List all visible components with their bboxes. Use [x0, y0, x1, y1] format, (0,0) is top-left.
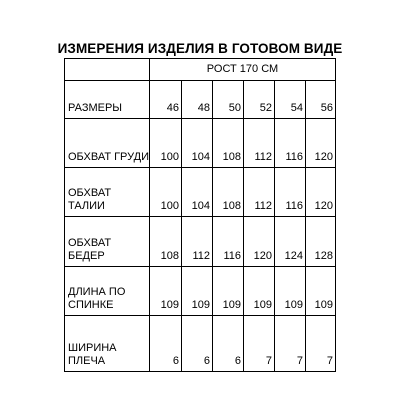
table-cell: 112 — [244, 168, 275, 217]
height-header-cell: РОСТ 170 СМ — [150, 59, 336, 81]
table-row — [65, 267, 336, 316]
table-cell: 112 — [244, 119, 275, 168]
table-cell: 108 — [213, 119, 244, 168]
table-cell: 109 — [182, 267, 213, 316]
table-cell: 46 — [150, 81, 182, 119]
header-empty-cell — [65, 59, 150, 81]
table-cell: 116 — [213, 217, 244, 267]
row-label-text: ШИРИНА ПЛЕЧА — [68, 342, 117, 367]
table-cell: 104 — [182, 168, 213, 217]
table-cell: 50 — [213, 81, 244, 119]
table-cell: 100 — [150, 119, 182, 168]
table-header-row — [65, 59, 336, 81]
table-cell: 109 — [150, 267, 182, 316]
table-cell: 6 — [150, 316, 182, 372]
table-row — [65, 81, 336, 119]
table-row — [65, 217, 336, 267]
table-cell: 112 — [182, 217, 213, 267]
table-cell: 120 — [244, 217, 275, 267]
table-cell: 109 — [306, 267, 336, 316]
table-row — [65, 119, 336, 168]
table-cell: 100 — [150, 168, 182, 217]
row-label-text: ОБХВАТ БЕДЕР — [68, 237, 112, 262]
table-cell: 7 — [275, 316, 306, 372]
row-label — [65, 168, 150, 217]
table-cell: 108 — [213, 168, 244, 217]
row-label-text: ОБХВАТ ГРУДИ — [68, 151, 149, 163]
table-cell: 52 — [244, 81, 275, 119]
table-row — [65, 316, 336, 372]
table-cell: 7 — [306, 316, 336, 372]
table-row — [65, 168, 336, 217]
table-cell: 128 — [306, 217, 336, 267]
row-label-text: ДЛИНА ПО СПИНКЕ — [68, 286, 126, 311]
document-title: ИЗМЕРЕНИЯ ИЗДЕЛИЯ В ГОТОВОМ ВИДЕ — [57, 41, 343, 56]
row-label — [65, 267, 150, 316]
row-label — [65, 119, 150, 168]
table-cell: 6 — [213, 316, 244, 372]
table-cell: 6 — [182, 316, 213, 372]
table-cell: 108 — [150, 217, 182, 267]
row-label — [65, 217, 150, 267]
table-cell: 109 — [275, 267, 306, 316]
table-cell: 120 — [306, 119, 336, 168]
row-label-text: ОБХВАТ ТАЛИИ — [68, 187, 112, 212]
table-cell: 56 — [306, 81, 336, 119]
table-cell: 48 — [182, 81, 213, 119]
table-cell: 116 — [275, 168, 306, 217]
table-cell: 104 — [182, 119, 213, 168]
table-cell: 120 — [306, 168, 336, 217]
table-cell: 54 — [275, 81, 306, 119]
table-cell: 124 — [275, 217, 306, 267]
row-label-text: РАЗМЕРЫ — [68, 102, 123, 114]
table-cell: 116 — [275, 119, 306, 168]
table-cell: 7 — [244, 316, 275, 372]
row-label — [65, 316, 150, 372]
measurements-table — [64, 58, 336, 372]
row-label — [65, 81, 150, 119]
table-cell: 109 — [244, 267, 275, 316]
table-cell: 109 — [213, 267, 244, 316]
